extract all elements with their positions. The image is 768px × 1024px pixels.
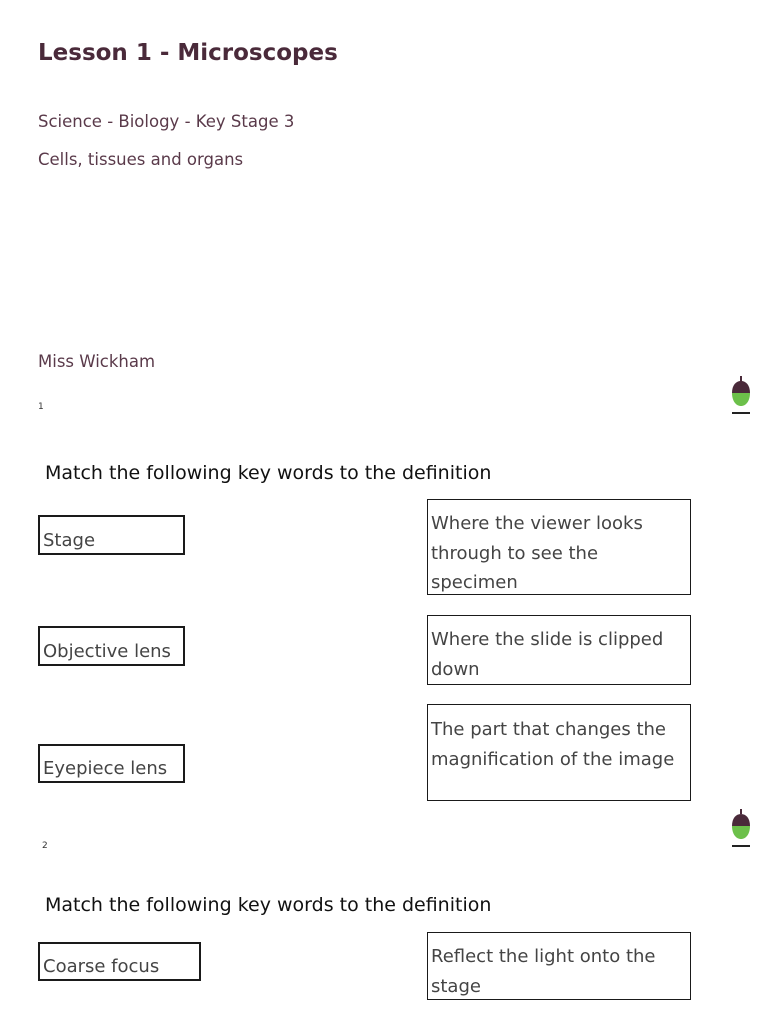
definition-text: Where the slide is clipped down [431, 629, 664, 680]
acorn-logo-icon [729, 809, 753, 849]
keyword-label: Coarse focus [43, 956, 160, 977]
acorn-logo-icon [729, 376, 753, 416]
slide3-heading: Match the following key words to the definition [45, 894, 492, 916]
definition-text: Reflect the light onto the stage [431, 946, 656, 997]
subject-line: Science - Biology - Key Stage 3 [38, 112, 295, 131]
unit-name: Cells, tissues and organs [38, 150, 244, 169]
definition-text: Where the viewer looks through to see the specimen [431, 513, 643, 593]
keyword-box-coarse-focus[interactable] [38, 942, 201, 981]
page-number: 2 [42, 841, 48, 851]
teacher-name: Miss Wickham [38, 352, 156, 371]
slide2-heading: Match the following key words to the definition [45, 462, 492, 484]
definition-text: The part that changes the magnification of the image [431, 719, 675, 770]
keyword-box-eyepiece-lens[interactable] [38, 744, 185, 783]
definition-box-3[interactable] [427, 704, 691, 801]
lesson-title: Lesson 1 - Microscopes [38, 40, 338, 66]
definition-box-4[interactable] [427, 932, 691, 1000]
keyword-label: Stage [43, 530, 96, 551]
keyword-label: Eyepiece lens [43, 758, 168, 779]
definition-box-1[interactable] [427, 499, 691, 595]
page-number: 1 [38, 402, 44, 412]
definition-box-2[interactable] [427, 615, 691, 685]
keyword-label: Objective lens [43, 641, 171, 662]
keyword-box-stage[interactable] [38, 515, 185, 555]
keyword-box-objective-lens[interactable] [38, 626, 185, 666]
